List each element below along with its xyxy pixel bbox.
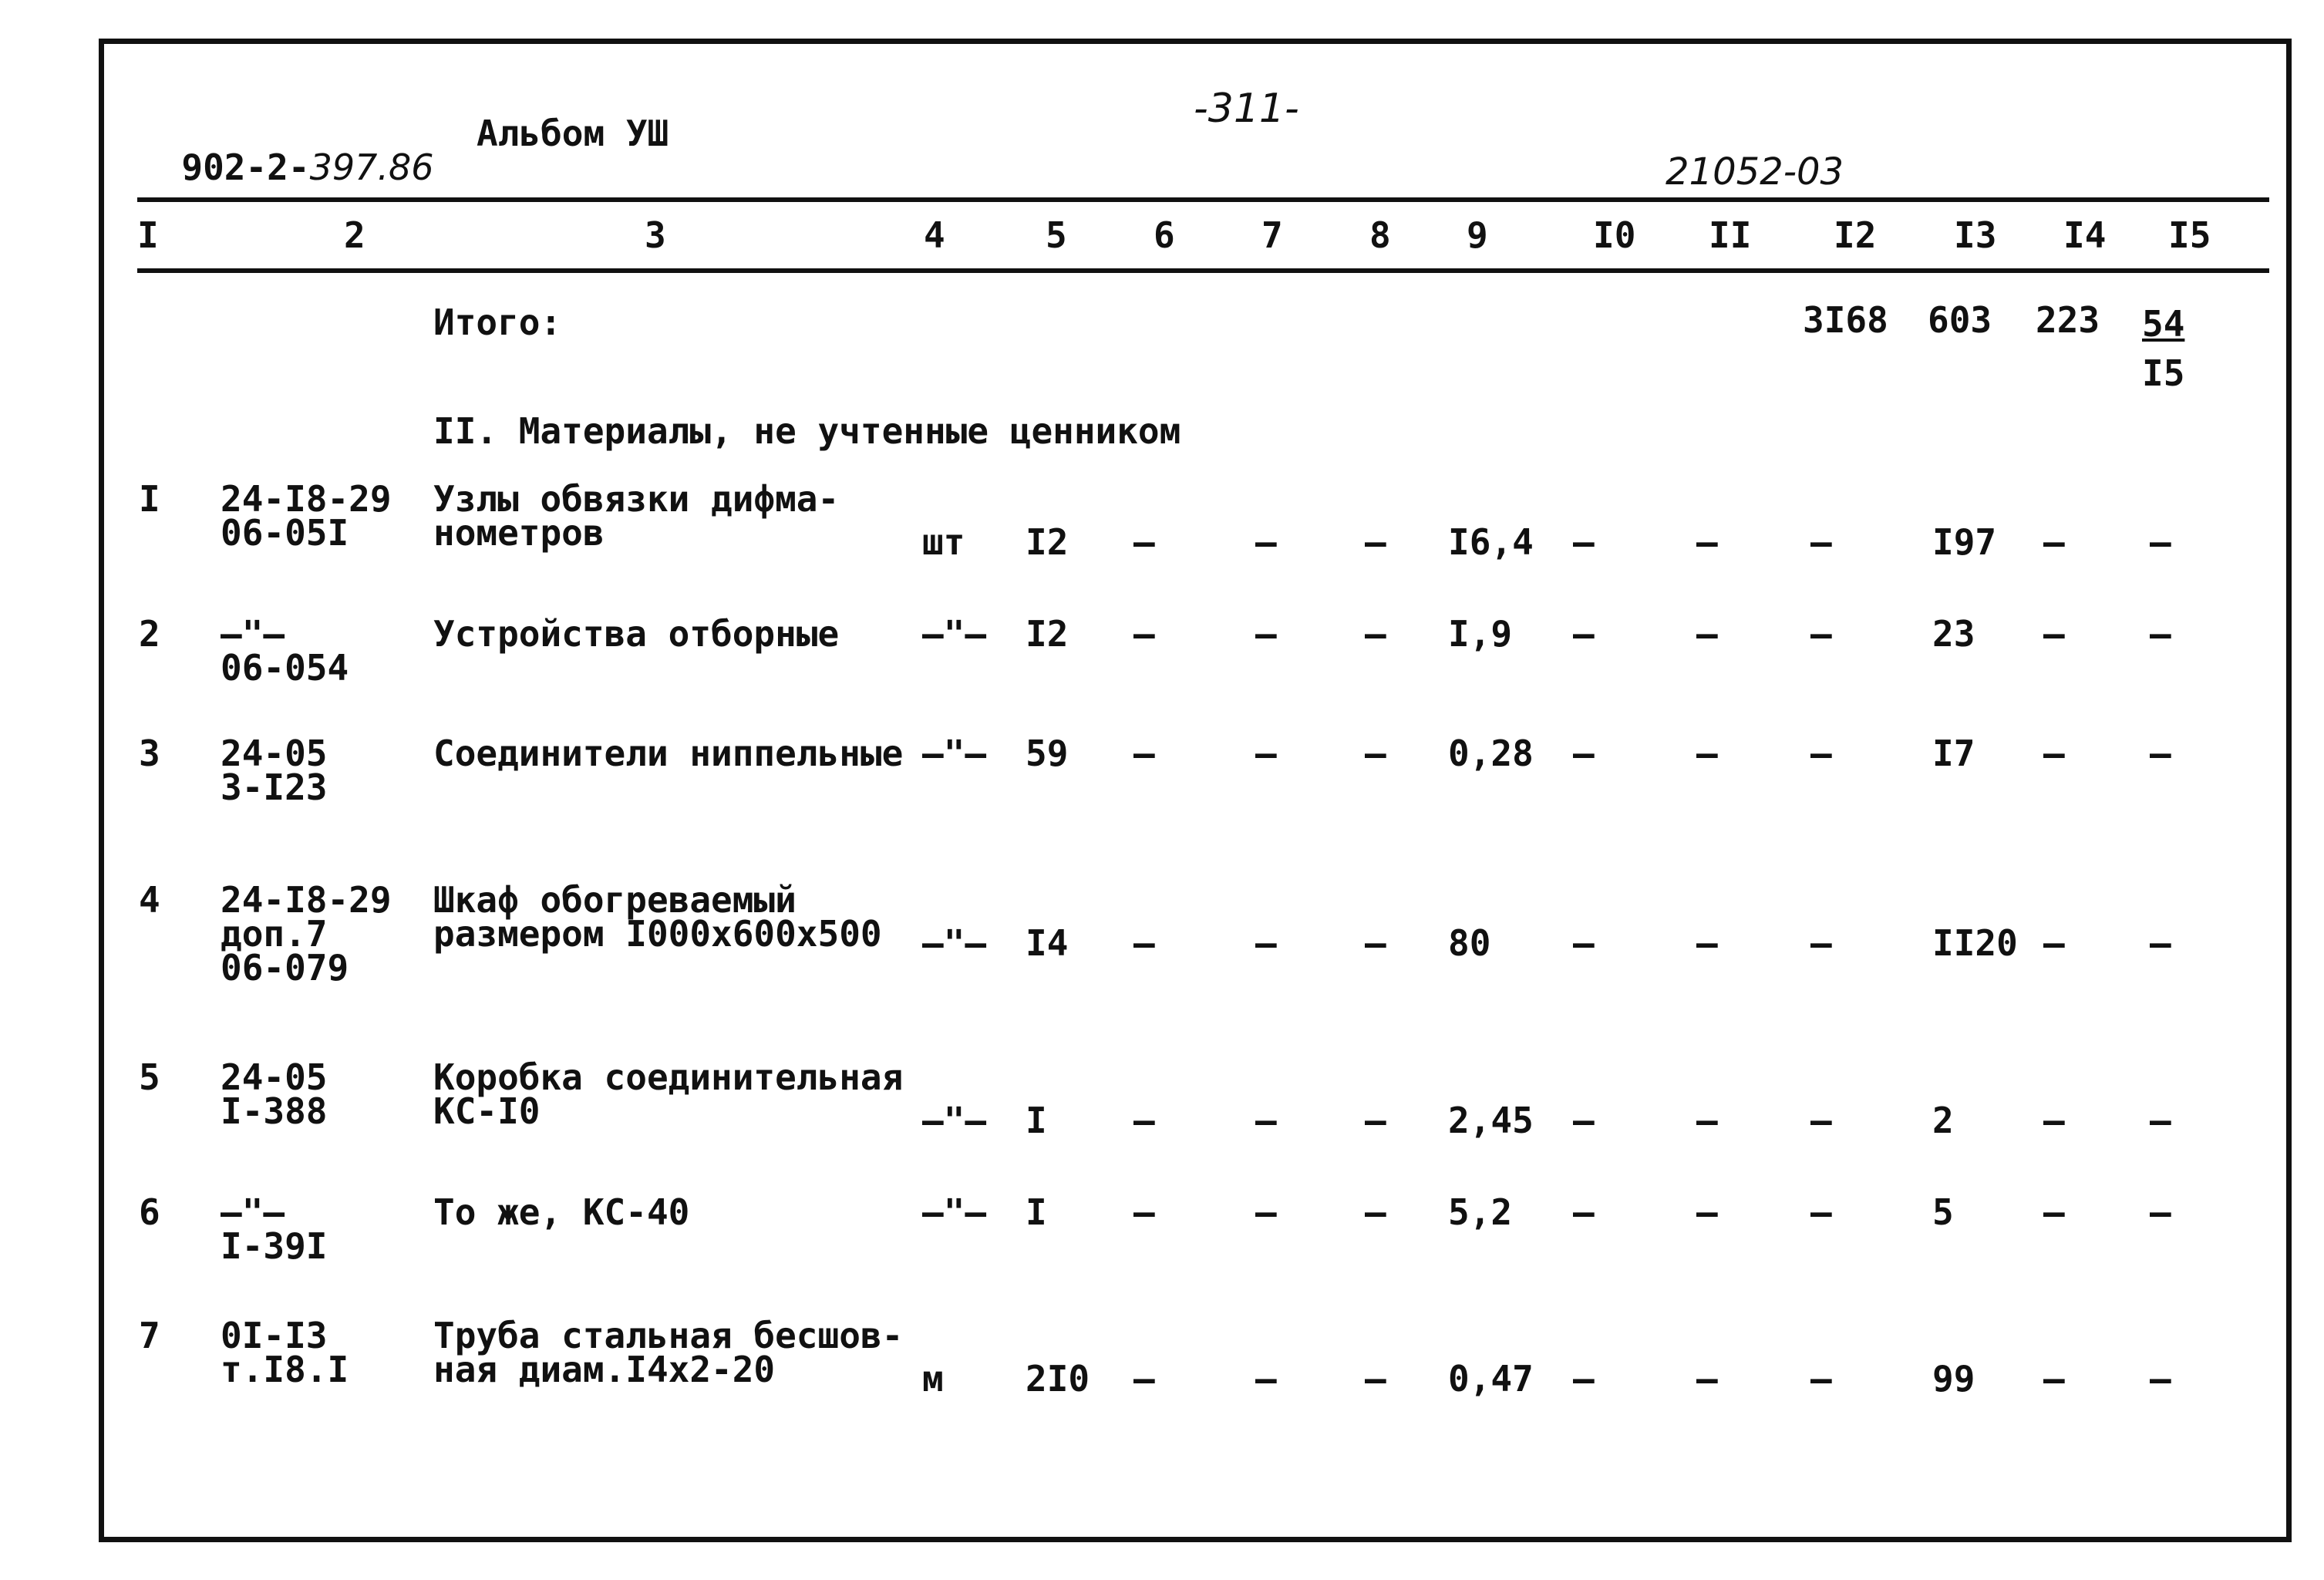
row-5-n: 5 [139,1056,160,1098]
row-1-code: 24-I8-29 06-05I [221,478,392,554]
row-2-c13: 23 [1932,613,1975,655]
row-6-c12: – [1810,1191,1832,1233]
row-5-c13: 2 [1932,1100,1954,1141]
row-3-c9: 0,28 [1448,733,1534,774]
row-3-c12: – [1810,733,1832,774]
row-7-code: 0I-I3 т.I8.I [221,1315,349,1390]
row-5-c7: – [1255,1100,1277,1141]
row-2-c11: – [1696,613,1718,655]
row-4-c6: – [1133,922,1155,964]
row-2-unit: –"– [922,613,987,655]
row-1-c8: – [1365,521,1386,563]
row-3-code: 24-05 3-I23 [221,733,328,808]
row-1-n: I [139,478,160,520]
row-2-name: Устройства отборные [433,613,840,655]
doc-code-handwritten: 397.86 [309,147,434,188]
row-2-c9: I,9 [1448,613,1513,655]
row-7-c14: – [2043,1358,2065,1400]
row-6-unit: –"– [922,1191,987,1233]
row-4-c10: – [1573,922,1595,964]
header-top-rule [137,197,2269,202]
column-number-2: 2 [344,214,365,256]
row-4-code: 24-I8-29 доп.7 06-079 [221,879,392,989]
row-3-c10: – [1573,733,1595,774]
row-7-qty: 2I0 [1026,1358,1090,1400]
row-7-c13: 99 [1932,1358,1975,1400]
header-bottom-rule [137,268,2269,273]
row-2-c7: – [1255,613,1277,655]
row-1-c10: – [1573,521,1595,563]
column-number-9: 9 [1467,214,1488,256]
row-1-unit: шт [922,521,965,563]
album-label: Альбом УШ [477,113,669,154]
row-5-c10: – [1573,1100,1595,1141]
row-6-c10: – [1573,1191,1595,1233]
row-2-c15: – [2150,613,2171,655]
row-6-code: –"– I-39I [221,1191,328,1267]
column-number-1: I [137,214,159,256]
row-6-name: То же, КС-40 [433,1191,690,1233]
row-2-n: 2 [139,613,160,655]
column-number-10: I0 [1593,214,1636,256]
row-7-n: 7 [139,1315,160,1356]
row-3-c13: I7 [1932,733,1975,774]
row-5-c15: – [2150,1100,2171,1141]
row-3-c8: – [1365,733,1386,774]
row-2-c6: – [1133,613,1155,655]
total-col13: 603 [1928,299,1992,341]
row-7-c12: – [1810,1358,1832,1400]
column-number-6: 6 [1154,214,1175,256]
row-4-c15: – [2150,922,2171,964]
column-number-11: II [1709,214,1752,256]
row-2-code: –"– 06-054 [221,613,349,689]
row-3-unit: –"– [922,733,987,774]
row-7-c11: – [1696,1358,1718,1400]
doc-code [139,114,434,188]
row-6-c15: – [2150,1191,2171,1233]
row-7-c7: – [1255,1358,1277,1400]
row-2-qty: I2 [1026,613,1069,655]
row-5-c12: – [1810,1100,1832,1141]
row-6-c8: – [1365,1191,1386,1233]
row-2-c8: – [1365,613,1386,655]
row-4-c13: II20 [1932,922,2018,964]
row-1-c13: I97 [1932,521,1997,563]
row-1-c12: – [1810,521,1832,563]
page-number: -311- [1194,86,1299,132]
row-4-c8: – [1365,922,1386,964]
column-number-5: 5 [1046,214,1067,256]
row-4-c14: – [2043,922,2065,964]
row-4-c12: – [1810,922,1832,964]
row-1-c14: – [2043,521,2065,563]
row-3-c11: – [1696,733,1718,774]
row-2-c10: – [1573,613,1595,655]
row-4-unit: –"– [922,922,987,964]
row-7-c6: – [1133,1358,1155,1400]
row-1-qty: I2 [1026,521,1069,563]
row-1-name: Узлы обвязки дифма- нометров [433,478,840,554]
total-label: Итого: [433,302,562,343]
doc-code-prefix: 902-2- [181,147,310,188]
row-4-n: 4 [139,879,160,921]
row-6-c13: 5 [1932,1191,1954,1233]
total-col14: 223 [2036,299,2100,341]
column-number-13: I3 [1954,214,1997,256]
row-3-qty: 59 [1026,733,1069,774]
row-2-c14: – [2043,613,2065,655]
row-4-name: Шкаф обогреваемый размером I000х600х500 [433,879,882,955]
row-5-code: 24-05 I-388 [221,1056,328,1132]
total-col15-denominator: I5 [2142,352,2185,394]
row-1-c7: – [1255,521,1277,563]
row-5-c8: – [1365,1100,1386,1141]
row-1-c11: – [1696,521,1718,563]
row-7-c15: – [2150,1358,2171,1400]
section-title: II. Материалы, не учтенные ценником [433,410,1181,452]
column-number-12: I2 [1834,214,1877,256]
row-3-c15: – [2150,733,2171,774]
row-7-c9: 0,47 [1448,1358,1534,1400]
column-number-8: 8 [1369,214,1391,256]
row-6-c11: – [1696,1191,1718,1233]
row-7-c8: – [1365,1358,1386,1400]
row-1-c15: – [2150,521,2171,563]
page-frame [99,39,2292,1542]
row-6-n: 6 [139,1191,160,1233]
column-number-15: I5 [2168,214,2211,256]
row-6-c6: – [1133,1191,1155,1233]
row-3-c14: – [2043,733,2065,774]
row-4-c9: 80 [1448,922,1491,964]
row-6-c7: – [1255,1191,1277,1233]
row-1-c9: I6,4 [1448,521,1534,563]
row-5-qty: I [1026,1100,1047,1141]
total-col15-fraction [2142,299,2184,398]
row-5-c6: – [1133,1100,1155,1141]
row-3-name: Соединители ниппельные [433,733,904,774]
sheet-code: 21052-03 [1666,150,1844,194]
column-number-4: 4 [924,214,945,256]
row-7-name: Труба стальная бесшов- ная диам.I4х2-20 [433,1315,904,1390]
row-4-c11: – [1696,922,1718,964]
row-4-qty: I4 [1026,922,1069,964]
row-5-name: Коробка соединительная КС-I0 [433,1056,904,1132]
row-5-c9: 2,45 [1448,1100,1534,1141]
total-col12: 3I68 [1803,299,1888,341]
row-5-c11: – [1696,1100,1718,1141]
row-6-qty: I [1026,1191,1047,1233]
row-3-c7: – [1255,733,1277,774]
row-5-unit: –"– [922,1100,987,1141]
row-5-c14: – [2043,1100,2065,1141]
row-7-unit: м [922,1358,944,1400]
row-4-c7: – [1255,922,1277,964]
row-3-c6: – [1133,733,1155,774]
row-3-n: 3 [139,733,160,774]
total-col15-numerator: 54 [2142,303,2185,345]
column-number-7: 7 [1261,214,1283,256]
row-7-c10: – [1573,1358,1595,1400]
row-6-c9: 5,2 [1448,1191,1513,1233]
row-6-c14: – [2043,1191,2065,1233]
column-number-3: 3 [645,214,666,256]
row-2-c12: – [1810,613,1832,655]
row-1-c6: – [1133,521,1155,563]
column-number-14: I4 [2063,214,2107,256]
